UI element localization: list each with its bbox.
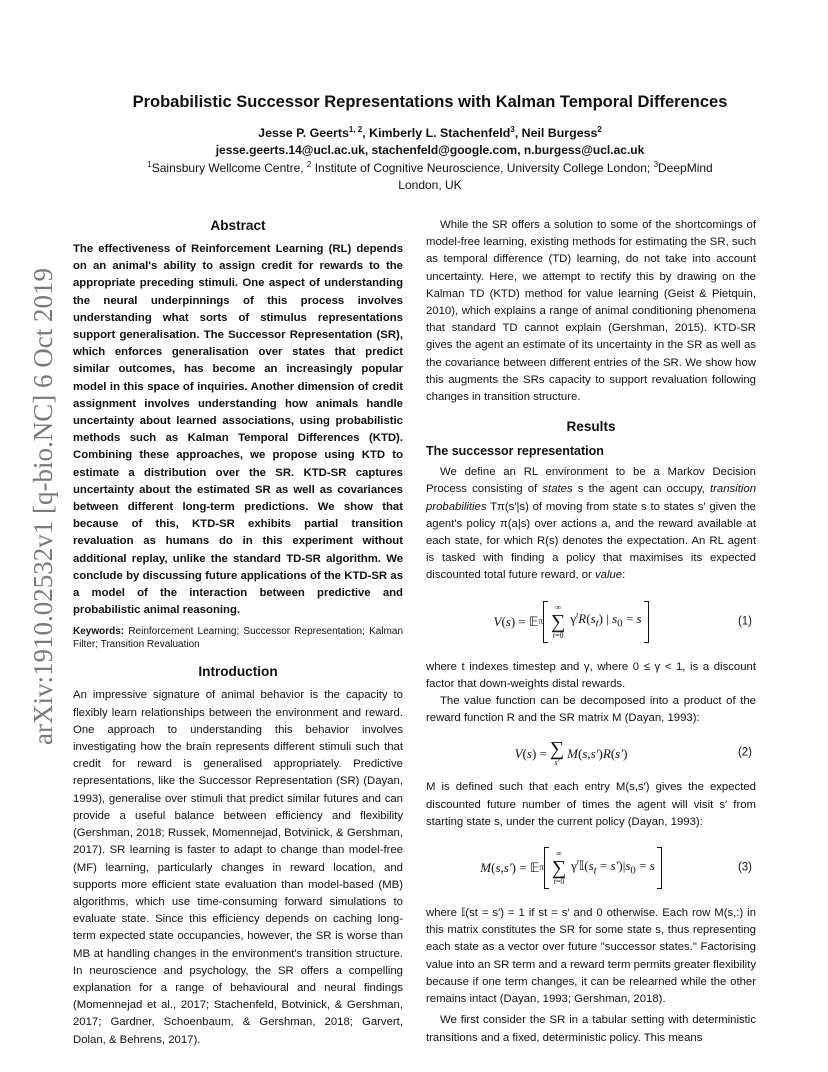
affil-text: DeepMind xyxy=(658,161,713,175)
affil-marker: 3 xyxy=(653,160,659,169)
arxiv-stamp-svg xyxy=(22,190,62,750)
equation-1 xyxy=(426,590,756,654)
arxiv-stamp xyxy=(22,190,62,750)
affil-marker: 1 xyxy=(147,160,152,169)
author-affil-marker: 3 xyxy=(510,124,515,134)
paper-header xyxy=(80,93,780,194)
affil-text: Sainsbury Wellcome Centre, xyxy=(151,161,307,175)
equation-number: (1) xyxy=(737,615,752,628)
author-name: , Kimberly L. Stachenfeld xyxy=(362,126,511,140)
equation-number: (2) xyxy=(737,746,752,759)
affil-location: London, UK xyxy=(398,178,462,192)
paragraph-decomposition: The value function can be decomposed into a product of the reward function R and the SR matrix M (Dayan, 1993): xyxy=(426,695,756,725)
author-name: Jesse P. Geerts xyxy=(258,126,349,140)
equation-3-body: M ( s , s′ ) = 𝔼 π ∞ ∑ t=0 $\gamma^t𝕀(s_t = s')|s_0 = s$ xyxy=(426,836,716,900)
author-list xyxy=(80,126,780,140)
abstract-heading: Abstract xyxy=(210,218,266,233)
affil-text: Institute of Cognitive Neuroscience, University College London; xyxy=(311,161,654,175)
text-span: s the agent can occupy, xyxy=(572,483,710,496)
equation-1-body: V ( s ) = 𝔼 π ∞ ∑ t=0 $\gamma^tR(s_t)$ | $s_0 = s$ xyxy=(426,590,716,654)
equation-number: (3) xyxy=(737,861,752,874)
affiliations xyxy=(80,160,780,177)
introduction-text: An impressive signature of animal behavior is the capacity to flexibly learn relationships between the environment and reward. One approach to understanding this behavior involves investigating how the brain represents different stimuli such that credit for reward is generalised appropriately. Predictive representations, like the Successor Representation (SR) (Dayan, 1993), generalise over stimuli that predict similar futures and can provide a useful balance between efficiency and flexibility (Gershman, 2018; Russek, Momennejad, Botvinick, & Gershman, 2017). SR learning is faster to adapt to change than model-free (MF) learning, particularly changes in reward location, and supports more efficient state evaluation than model-based (MB) algorithms, which use time-consuming forward simulations to evaluate state. Since this efficiency depends on caching long-term expected state occupancies, however, the SR is worse than MB at handling changes in the environment's transition structure. In neuroscience and psychology, the SR offers a compelling explanation for a range of behavioural and neural findings (Momennejad et al., 2017; Stachenfeld, Botvinick, & Gershman, 2017; Gardner, Schoenbaum, & Gershman, 2018; Garvert, Dolan, & Behrens, 2017). xyxy=(73,689,403,1046)
text-span: We define an RL environment to be a Markov Decision Process consisting of xyxy=(426,466,756,496)
keywords xyxy=(73,626,403,651)
text-emph: states xyxy=(542,483,573,496)
section-heading-sr: The successor representation xyxy=(426,444,604,459)
author-affil-marker: 2 xyxy=(597,124,602,134)
right-column xyxy=(426,217,756,1047)
paragraph-mdp xyxy=(426,464,756,584)
equation-3 xyxy=(426,836,756,900)
affil-marker: 2 xyxy=(306,160,312,169)
text-span: Tπ(s′|s) of moving from state s to states s′ given the agent's policy π(a|s) over actions a, and the reward available at each state, for which R(s) denotes the expectation. An RL agent is tasked with finding a policy that maximises its expected discounted total future reward, or xyxy=(426,500,756,582)
author-emails: jesse.geerts.14@ucl.ac.uk, stachenfeld@google.com, n.burgess@ucl.ac.uk xyxy=(215,143,645,157)
paragraph-m-definition: M is defined such that each entry M(s,s′) gives the expected discounted future number of times the agent will visit s′ from starting state s, under the current policy (Dayan, 1993): xyxy=(426,781,756,828)
equation-2-body: V ( s ) = ∑ s′ M ( s , s′ ) R ( s′ ) xyxy=(514,738,628,768)
paragraph-indicator: where 𝕀(st = s′) = 1 if st = s′ and 0 otherwise. Each row M(s,:) in this matrix constitutes the SR for some state s, thus representing each state as a vector over future "successor states." Factorising value into an SR term and a reward term permits greater flexibility because if one term changes, it can be relearned while the other remains intact (Dayan, 1993; Gershman, 2018). xyxy=(426,907,756,1006)
left-column xyxy=(73,217,403,1049)
introduction-heading: Introduction xyxy=(198,664,278,680)
author-affil-marker: 1, 2 xyxy=(348,124,363,134)
paragraph-discount: where t indexes timestep and γ, where 0 ≤ γ < 1, is a discount factor that down-weights distal rewards. xyxy=(426,660,756,690)
author-name: , Neil Burgess xyxy=(514,126,598,140)
text-emph: transition probabilities xyxy=(426,483,757,513)
text-emph: value xyxy=(595,569,623,582)
text-span: : xyxy=(622,569,626,582)
results-heading: Results xyxy=(566,419,616,435)
intro-continued-text: While the SR offers a solution to some of the shortcomings of model-free learning, existing methods for estimating the SR, such as temporal difference (TD) learning, do not take into account uncertainty. Here, we attempt to rectify this by drawing on the Kalman TD (KTD) method for value learning (Geist & Pietquin, 2010), which explains a range of animal conditioning phenomena that standard TD cannot explain (Gershman, 2015). KTD-SR gives the agent an estimate of its uncertainty in the SR as well as the covariance between different entries of the SR. We show how this augments the SRs capacity to support revaluation following changes in transition structure. xyxy=(426,219,756,404)
keywords-text: Reinforcement Learning; Successor Representation; Kalman Filter; Transition Revaluation xyxy=(73,626,403,650)
paragraph-tabular: We first consider the SR in a tabular setting with deterministic transitions and a fixed, deterministic policy. This means xyxy=(426,1014,756,1044)
keywords-label: Keywords: xyxy=(73,626,125,638)
paper-title: Probabilistic Successor Representations with Kalman Temporal Differences xyxy=(132,93,728,111)
arxiv-stamp-text: arXiv:1910.02532v1 [q-bio.NC] 6 Oct 2019 xyxy=(28,268,58,745)
equation-2 xyxy=(426,732,756,774)
abstract-text: The effectiveness of Reinforcement Learning (RL) depends on an animal's ability to assign credit for rewards to the appropriate preceding stimuli. One aspect of understanding the neural underpinnings of this process involves understanding what sorts of stimulus representations support generalisation. The Successor Representation (SR), which enforces generalisation over states that predict similar outcomes, has become an increasingly popular model in this space of inquiries. Another dimension of credit assignment involves understanding how animals handle uncertainty about learned associations, using probabilistic methods such as Kalman Temporal Differences (KTD). Combining these approaches, we propose using KTD to estimate a distribution over the SR. KTD-SR captures uncertainty about the estimated SR as well as covariances between different long-term predictions. We show that because of this, KTD-SR exhibits partial transition revaluation as humans do in this experiment without additional replay, unlike the standard TD-SR algorithm. We conclude by discussing future applications of the KTD-SR as a model of the interaction between predictive and probabilistic animal reasoning. xyxy=(73,243,403,617)
